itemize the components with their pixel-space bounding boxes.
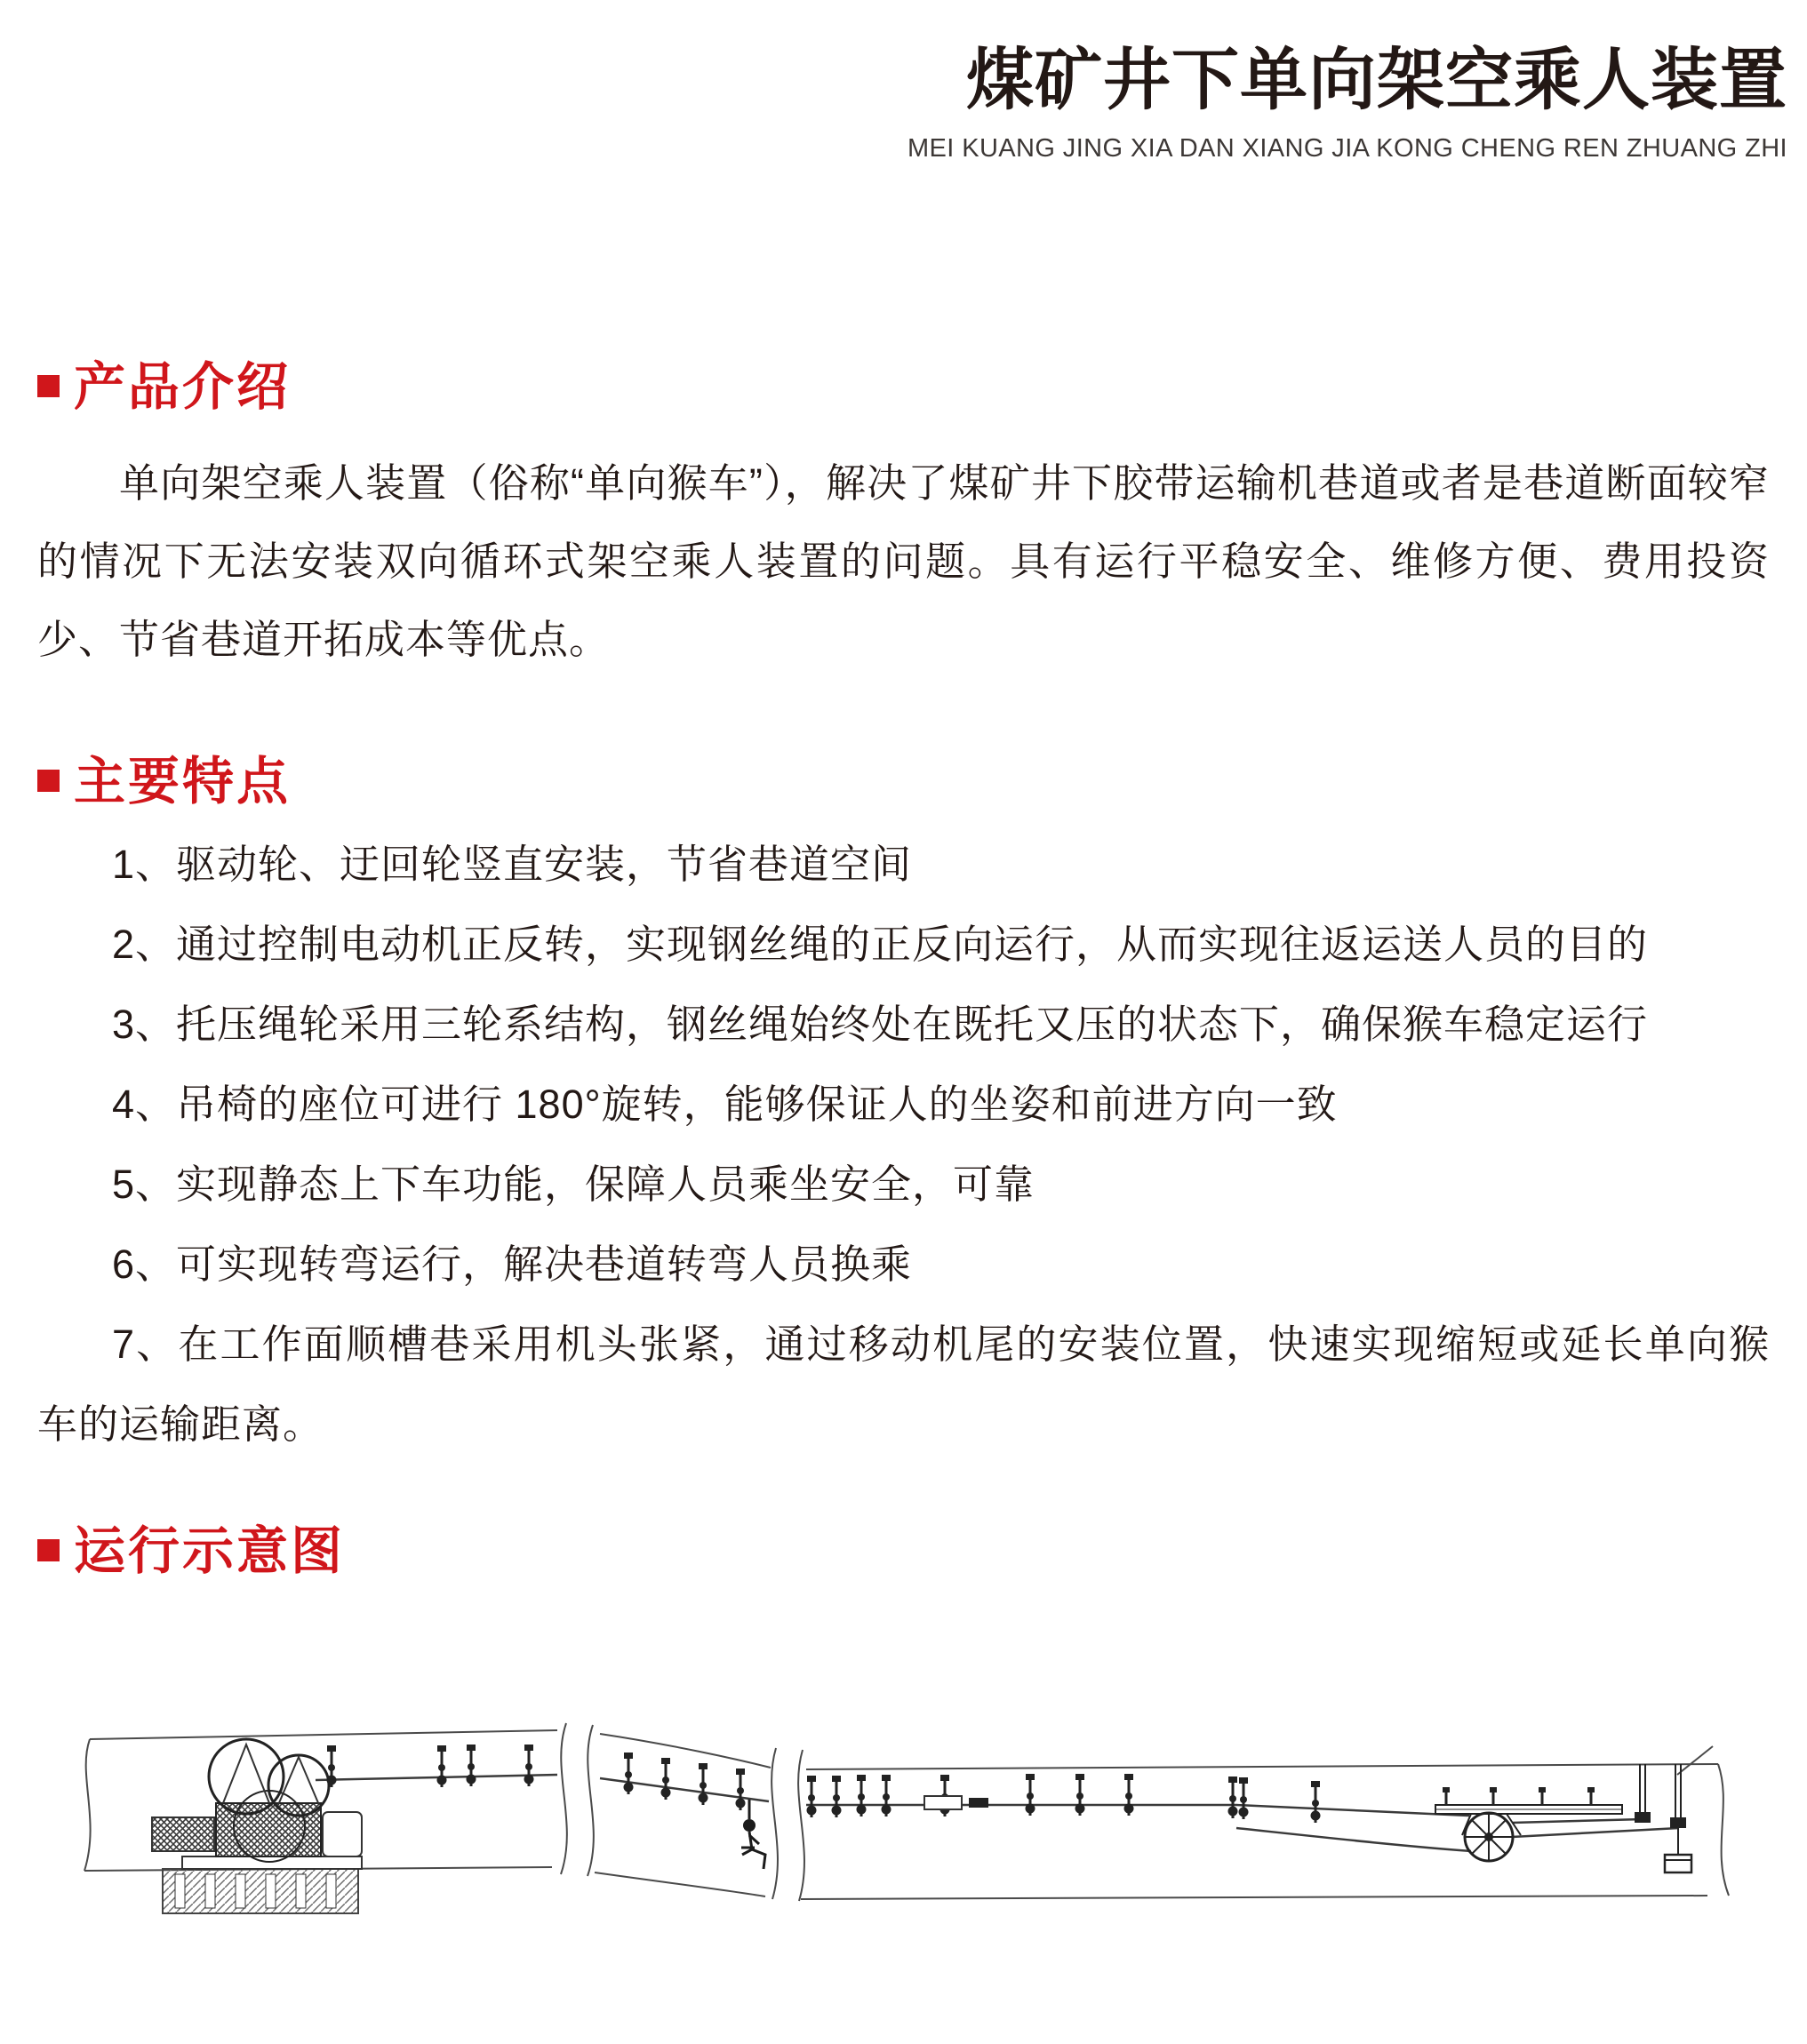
section-heading-product-intro: 产品介绍 [74,358,292,416]
section-product-intro [37,345,1770,679]
section-features-head [37,739,1770,814]
feature-item-2: 2、通过控制电动机正反转，实现钢丝绳的正反向运行，从而实现往返运送人员的目的 [112,922,1649,967]
intro-paragraph: 单向架空乘人装置（俗称“单向猴车”），解决了煤矿井下胶带运输机巷道或者是巷道断面较窄的情况下无法安装双向循环式架空乘人装置的问题。具有运行平稳安全、维修方便、费用投资少、节省巷道开拓成本等优点。 [37,460,1770,662]
feature-item-5: 5、实现静态上下车功能，保障人员乘坐安全，可靠 [112,1162,1035,1207]
tension-weight [1665,1828,1691,1872]
feature-item-6: 6、可实现转弯运行，解决巷道转弯人员换乘 [112,1242,913,1287]
red-square-bullet-diagram [37,1539,60,1561]
section-heading-diagram: 运行示意图 [74,1522,346,1580]
feature-item-4: 4、吊椅的座位可进行 180°旋转，能够保证人的坐姿和前进方向一致 [112,1082,1338,1127]
section-heading-features: 主要特点 [74,753,292,810]
rider-figure [741,1800,765,1869]
page-subtitle-pinyin: MEI KUANG JING XIA DAN XIANG JIA KONG CHENG REN ZHUANG ZHI [907,134,1787,164]
operation-diagram [49,1720,1747,1920]
rope-hangers [327,1745,1321,1823]
section-features [37,739,1770,1465]
feature-item-3: 3、托压绳轮采用三轮系结构，钢丝绳始终处在既托又压的状态下，确保猴车稳定运行 [112,1002,1649,1047]
red-square-bullet-features [37,770,60,792]
section-product-intro-head [37,345,1770,419]
document-header [907,43,1787,164]
feature-item-1: 1、驱动轮、迂回轮竖直安装，节省巷道空间 [112,842,913,887]
red-square-bullet-intro [37,375,60,397]
feature-item-7: 7、在工作面顺槽巷采用机头张紧，通过移动机尾的安装位置，快速实现缩短或延长单向猴车的运输距离。 [37,1321,1770,1447]
page-title: 煤矿井下单向架空乘人装置 [966,43,1787,118]
section-diagram-head [37,1509,1770,1584]
feature-list [37,825,1770,1465]
operation-diagram-svg [49,1720,1747,1920]
section-diagram [37,1509,1770,1584]
